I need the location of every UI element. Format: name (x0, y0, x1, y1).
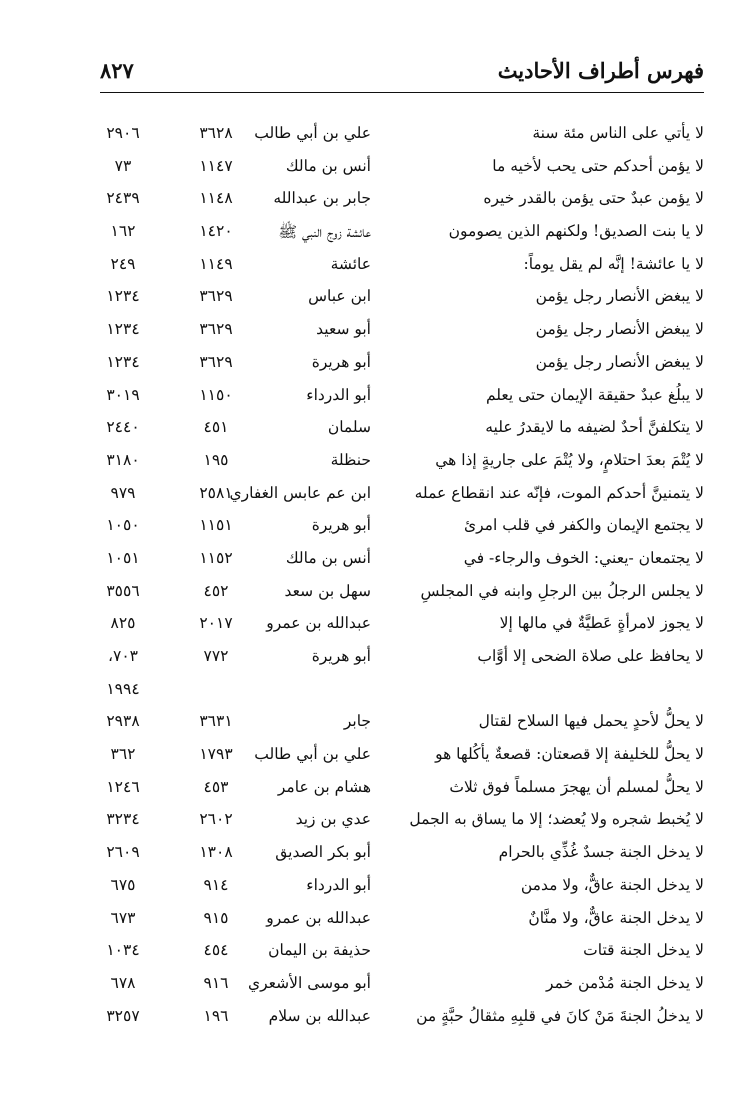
hadith-text: لا يدخل الجنة عاقٌّ، ولا منَّانٌ (528, 908, 704, 927)
hadith-text: لا يجتمعان -يعني: الخوف والرجاء- في (463, 548, 704, 567)
narrator: أبو الدرداء (306, 875, 371, 894)
hadith-number: ٩١٦ (203, 973, 229, 992)
hadith-number: ٤٥١ (203, 418, 229, 437)
reference-number: ٦٧٣ (110, 908, 136, 927)
index-row (0, 512, 756, 545)
narrator: أبو سعيد (316, 320, 371, 339)
hadith-number: ٣٦٢٩ (199, 287, 233, 306)
narrator: عبدالله بن عمرو (266, 908, 371, 927)
reference-number: ٣٦٢ (110, 745, 136, 764)
reference-number: ١٦٢ (110, 222, 136, 241)
index-row (0, 414, 756, 447)
hadith-text: لا يجلس الرجلُ بين الرجلِ وابنه في المجلسِ (420, 581, 704, 600)
hadith-number: ١١٤٨ (199, 189, 233, 208)
narrator: عدي بن زيد (295, 810, 371, 829)
index-row (0, 480, 756, 513)
hadith-text: لا يبغض الأنصار رجل يؤمن (535, 352, 704, 371)
index-row (0, 349, 756, 382)
narrator: جابر (343, 712, 371, 731)
index-row (0, 839, 756, 872)
narrator: عائشة (330, 254, 371, 273)
index-row (0, 806, 756, 839)
reference-number: ٣٠١٩ (106, 385, 140, 404)
reference-number: ٣٥٥٦ (106, 581, 140, 600)
reference-number: ٧٠٣، (108, 647, 138, 665)
narrator: حذيفة بن اليمان (268, 941, 371, 960)
reference-number: ٢٤٣٩ (106, 189, 140, 208)
reference-number: ٢٩٣٨ (106, 712, 140, 731)
index-row (0, 120, 756, 153)
hadith-number: ١١٥٠ (199, 385, 233, 404)
index-row (0, 1003, 756, 1036)
hadith-number: ٤٥٣ (203, 777, 229, 796)
reference-number: ٦٧٥ (110, 875, 136, 894)
hadith-number: ٣٦٢٩ (199, 320, 233, 339)
narrator: أنس بن مالك (285, 156, 371, 175)
index-row (0, 708, 756, 741)
hadith-number: ١٤٢٠ (199, 222, 233, 241)
hadith-text: لا يُتْمَ بعدَ احتلامٍ، ولا يُتْمَ على جاريةٍ إذا هي (435, 450, 704, 469)
index-row (0, 251, 756, 284)
reference-number: ١٠٣٤ (106, 941, 140, 960)
index-row (0, 937, 756, 970)
narrator: ابن عباس (308, 287, 371, 306)
narrator: سهل بن سعد (284, 581, 371, 600)
hadith-text: لا يتكلفنَّ أحدٌ لضيفه ما لايقدرُ عليه (485, 418, 704, 437)
reference-number: ٢٩٠٦ (106, 124, 140, 142)
index-row (0, 643, 756, 676)
index-row (0, 153, 756, 186)
reference-number: ٨٢٥ (110, 614, 136, 633)
narrator: أنس بن مالك (285, 548, 371, 567)
hadith-text: لا يدخلُ الجنةَ مَنْ كانَ في قلبِهِ مثقالُ حبَّةٍ من (416, 1006, 704, 1025)
hadith-number: ٩١٥ (203, 908, 229, 927)
hadith-text: لا يحلُّ لأحدٍ يحمل فيها السلاح لقتال (478, 712, 704, 731)
reference-number: ٣٢٥٧ (106, 1006, 140, 1025)
hadith-text: لا يا عائشة! إنَّه لم يقل يوماً: (523, 254, 704, 273)
narrator: علي بن أبي طالب (254, 124, 371, 142)
narrator: هشام بن عامر (277, 777, 371, 796)
hadith-text: لا يدخل الجنة عاقٌّ، ولا مدمن (520, 875, 704, 894)
hadith-text: لا يؤمن عبدٌ حتى يؤمن بالقدر خيره (483, 189, 704, 208)
hadith-number: ٢٦٠٢ (199, 810, 233, 829)
narrator: أبو هريرة (311, 516, 371, 535)
index-row (0, 970, 756, 1003)
hadith-text: لا يدخل الجنة قتات (583, 941, 704, 960)
hadith-number: ١١٤٩ (199, 254, 233, 273)
index-row (0, 872, 756, 905)
hadith-number: ٩١٤ (203, 875, 229, 894)
hadith-text: لا يجتمع الإيمان والكفر في قلب امرئ (464, 516, 704, 535)
narrator: عبدالله بن سلام (268, 1006, 371, 1025)
index-row (0, 610, 756, 643)
index-row (0, 545, 756, 578)
hadith-number: ١١٤٧ (199, 156, 233, 175)
hadith-text: لا يؤمن أحدكم حتى يحب لأخيه ما (492, 156, 704, 175)
index-row (0, 905, 756, 938)
hadith-text: لا يدخل الجنة جسدٌ غُذِّي بالحرام (498, 843, 704, 862)
hadith-text: لا يتمنينَّ أحدكم الموت، فإنّه عند انقطاع عمله (414, 483, 704, 502)
hadith-text: لا يا بنت الصديق! ولكنهم الذين يصومون (448, 222, 704, 241)
page-header (100, 52, 704, 93)
index-row (0, 382, 756, 415)
hadith-index-table (0, 120, 756, 1035)
narrator: جابر بن عبدالله (273, 189, 371, 208)
hadith-number: ١٧٩٣ (199, 745, 233, 764)
index-row (0, 578, 756, 611)
hadith-text: لا يحلُّ للخليفة إلا قصعتان: قصعةٌ يأكُلها هو (435, 745, 704, 764)
narrator: أبو هريرة (311, 647, 371, 665)
hadith-text: لا يبغض الأنصار رجل يؤمن (535, 320, 704, 339)
hadith-number: ٧٧٢ (203, 647, 229, 665)
hadith-number: ١١٥٢ (199, 548, 233, 567)
hadith-number: ١٣٠٨ (199, 843, 233, 862)
hadith-number: ٢٠١٧ (199, 614, 233, 633)
page-title: فهرس أطراف الأحاديث (497, 58, 704, 83)
narrator: أبو هريرة (311, 352, 371, 371)
hadith-text: لا يأتي على الناس مئة سنة (532, 124, 704, 142)
index-row (0, 741, 756, 774)
reference-number: ١٠٥٠ (106, 516, 140, 535)
hadith-number: ١١٥١ (199, 516, 233, 535)
index-row (0, 283, 756, 316)
index-row (0, 447, 756, 480)
narrator: حنظلة (330, 450, 371, 469)
reference-number: ١٢٣٤ (106, 320, 140, 339)
hadith-text: لا يحافظ على صلاة الضحى إلا أوَّاب (477, 647, 704, 665)
hadith-text: لا يجوز لامرأةٍ عَطيَّةٌ في مالها إلا (499, 614, 704, 633)
reference-number: ١٠٥١ (106, 548, 140, 567)
index-row (0, 185, 756, 218)
hadith-number: ١٩٦ (203, 1006, 229, 1025)
hadith-number: ١٩٥ (203, 450, 229, 469)
hadith-number: ٣٦٣١ (199, 712, 233, 731)
reference-number: ٢٦٠٩ (106, 843, 140, 862)
reference-number: ١٢٣٤ (106, 352, 140, 371)
narrator: أبو بكر الصديق (275, 843, 371, 862)
index-row (0, 774, 756, 807)
reference-number: ١٢٤٦ (106, 777, 140, 796)
narrator: سلمان (327, 418, 371, 437)
narrator: عبدالله بن عمرو (266, 614, 371, 633)
index-row (0, 218, 756, 251)
hadith-text: لا يبغض الأنصار رجل يؤمن (535, 287, 704, 306)
reference-number: ٧٣ (114, 156, 132, 175)
hadith-number: ٣٦٢٨ (199, 124, 233, 142)
hadith-text: لا يُخبط شجره ولا يُعضد؛ إلا ما يساق به الجمل (409, 810, 704, 829)
reference-number: ٢٤٤٠ (106, 418, 140, 437)
hadith-number: ٣٦٢٩ (199, 352, 233, 371)
reference-number: ٣٢٣٤ (106, 810, 140, 829)
reference-number: ٦٧٨ (110, 973, 136, 992)
page-number: ٨٢٧ (100, 58, 134, 83)
narrator: ابن عم عابس الغفاري (229, 483, 371, 502)
reference-number: ١٩٩٤ (106, 679, 140, 698)
narrator: علي بن أبي طالب (254, 745, 371, 764)
reference-number: ٢٤٩ (110, 254, 136, 273)
reference-number: ٩٧٩ (110, 483, 136, 502)
index-row (0, 316, 756, 349)
hadith-number: ٢٥٨١ (199, 483, 233, 502)
hadith-text: لا يبلُغ عبدٌ حقيقة الإيمان حتى يعلم (485, 385, 704, 404)
hadith-number: ٤٥٤ (203, 941, 229, 960)
hadith-text: لا يحلُّ لمسلم أن يهجرَ مسلماً فوق ثلاث (449, 777, 704, 796)
narrator: أبو موسى الأشعري (248, 973, 371, 992)
hadith-text: لا يدخل الجنة مُدْمن خمر (546, 973, 704, 992)
hadith-number: ٤٥٢ (203, 581, 229, 600)
index-row (0, 676, 756, 709)
narrator: أبو الدرداء (306, 385, 371, 404)
reference-number: ١٢٣٤ (106, 287, 140, 306)
reference-number: ٣١٨٠ (106, 450, 140, 469)
narrator: عائشة زوج النبي ﷺ (278, 223, 371, 242)
